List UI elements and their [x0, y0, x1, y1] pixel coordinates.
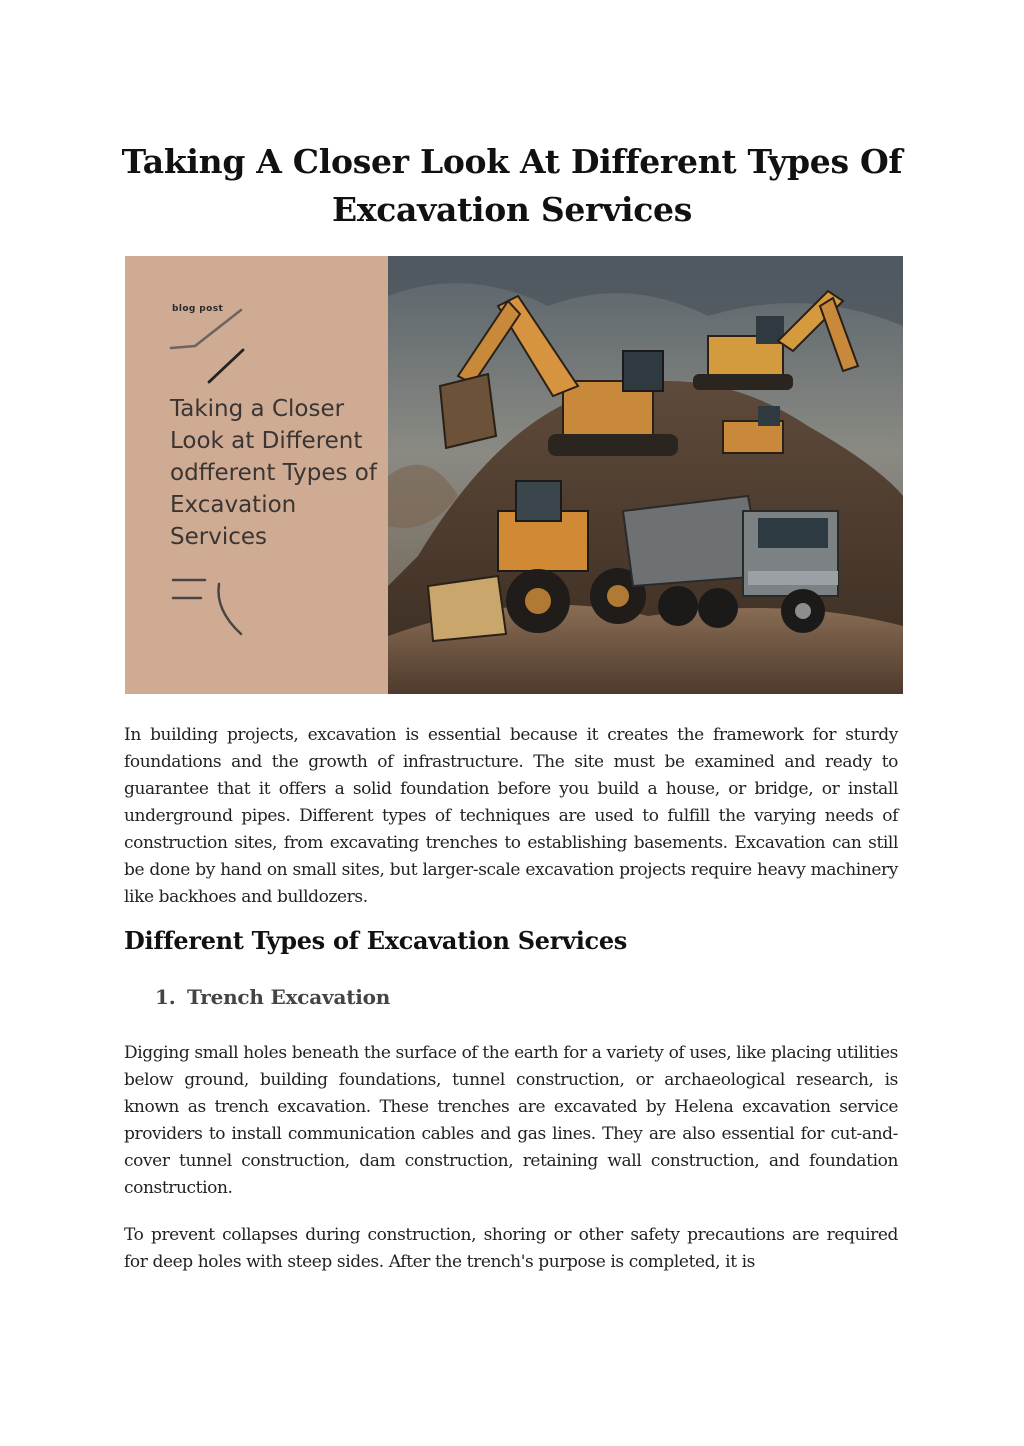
- trench-paragraph-2: To prevent collapses during construction, shoring or other safety precautions are required for deep holes with steep sides. After the trench's purpose is completed, it is: [124, 1225, 898, 1272]
- trench-paragraph-1: Digging small holes beneath the surface of the earth for a variety of uses, like placing utilities below ground, building foundations, tunnel construction, or archaeological research, is known as trench excavation. These trenches are excavated by Helena excavation service providers to install communication cables and gas lines. They are also essential for cut-and-cover tunnel construction, dam construction, retaining wall construction, and foundation construction.: [124, 1043, 898, 1198]
- hero-text-panel: [125, 256, 388, 694]
- excavation-machinery-photo: [388, 256, 903, 694]
- decorative-dashes-icon: [171, 574, 251, 638]
- blog-post-tag: blog post: [172, 304, 224, 314]
- section-heading: Different Types of Excavation Services: [124, 926, 628, 955]
- page-title-line-2: Excavation Services: [331, 190, 693, 229]
- decorative-slash-marks-icon: [169, 306, 249, 386]
- hero-heading: Taking a Closer Look at Different odfferent Types of Excavation Services: [170, 396, 377, 550]
- page-title: [100, 138, 924, 234]
- list-item-title: Trench Excavation: [187, 985, 391, 1009]
- intro-paragraph: In building projects, excavation is essential because it creates the framework for sturdy foundations and the growth of infrastructure. The site must be examined and ready to guarantee that it offers a solid foundation before you build a house, or bridge, or install underground pipes. Different types of techniques are used to fulfill the varying needs of construction sites, from excavating trenches to establishing basements. Excavation can still be done by hand on small sites, but larger-scale excavation projects require heavy machinery like backhoes and bulldozers.: [124, 725, 898, 907]
- list-item-heading: [155, 985, 390, 1009]
- page-title-line-1: Taking A Closer Look At Different Types Of: [121, 142, 903, 181]
- list-item-number: 1.: [155, 985, 176, 1009]
- hero-image: [125, 256, 903, 694]
